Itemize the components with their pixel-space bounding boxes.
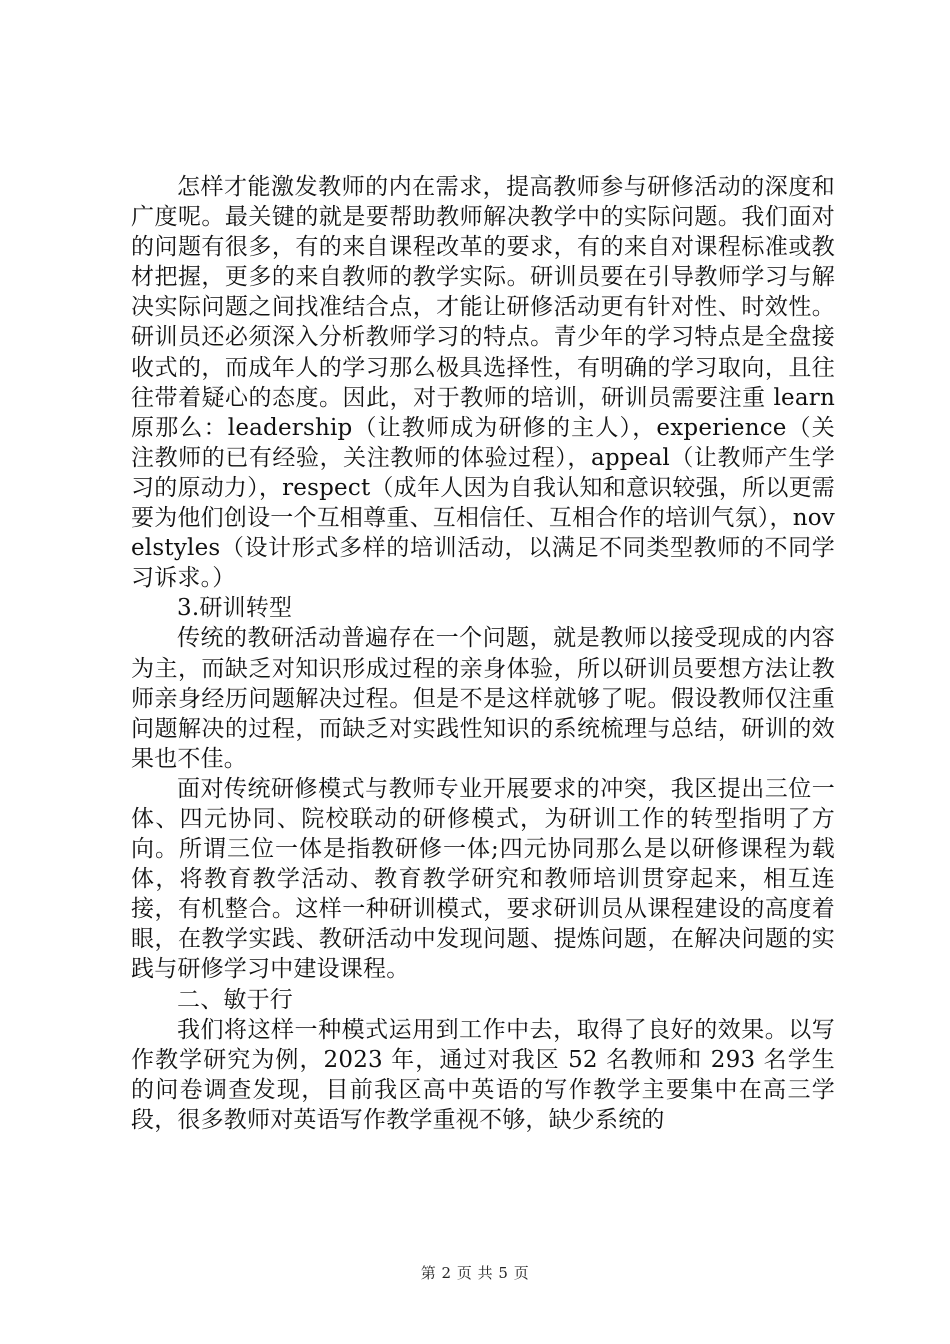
section-heading-action: 二、敏于行 [177,986,293,1013]
paragraph-traditional-research: 传统的教研活动普遍存在一个问题，就是教师以接受现成的内容为主，而缺乏对知识形成过程的亲身体验，所以研训员要想方法让教师亲身经历问题解决过程。但是不是这样就够了呢。假设教师仅注重问题解决的过程，而缺乏对实践性知识的系统梳理与总结，研训的效果也不佳。 [131,625,835,772]
page-number-footer: 第 2 页 共 5 页 [420,1264,530,1282]
document-body [131,172,835,1135]
paragraph-writing-teaching: 我们将这样一种模式运用到工作中去，取得了良好的效果。以写作教学研究为例，2023 年，通过对我区 52 名教师和 293 名学生的问卷调查发现，目前我区高中英语的写作教学主要集中在高三学段，很多教师对英语写作教学重视不够，缺少系统的 [131,1016,835,1133]
paragraph-learn-principle: 怎样才能激发教师的内在需求，提高教师参与研修活动的深度和广度呢。最关键的就是要帮助教师解决教学中的实际问题。我们面对的问题有很多，有的来自课程改革的要求，有的来自对课程标准或教材把握，更多的来自教师的教学实际。研训员要在引导教师学习与解决实际问题之间找准结合点，才能让研修活动更有针对性、时效性。研训员还必须深入分析教师学习的特点。青少年的学习特点是全盘接收式的，而成年人的学习那么极具选择性，有明确的学习取向，且往往带着疑心的态度。因此，对于教师的培训，研训员需要注重 learn 原那么：leadership（让教师成为研修的主人），experience（关注教师的已有经验，关注教师的体验过程），appeal（让教师产生学习的原动力），respect（成年人因为自我认知和意识较强，所以更需要为他们创设一个互相尊重、互相信任、互相合作的培训气氛），novelstyles（设计形式多样的培训活动，以满足不同类型教师的不同学习诉求。） [131,174,835,592]
section-heading-research-transformation: 3.研训转型 [177,595,293,622]
paragraph-research-model: 面对传统研修模式与教师专业开展要求的冲突，我区提出三位一体、四元协同、院校联动的研修模式，为研训工作的转型指明了方向。所谓三位一体是指教研修一体;四元协同那么是以研修课程为载体，将教育教学活动、教育教学研究和教师培训贯穿起来，相互连接，有机整合。这样一种研训模式，要求研训员从课程建设的高度着眼，在教学实践、教研活动中发现问题、提炼问题，在解决问题的实践与研修学习中建设课程。 [131,775,835,983]
